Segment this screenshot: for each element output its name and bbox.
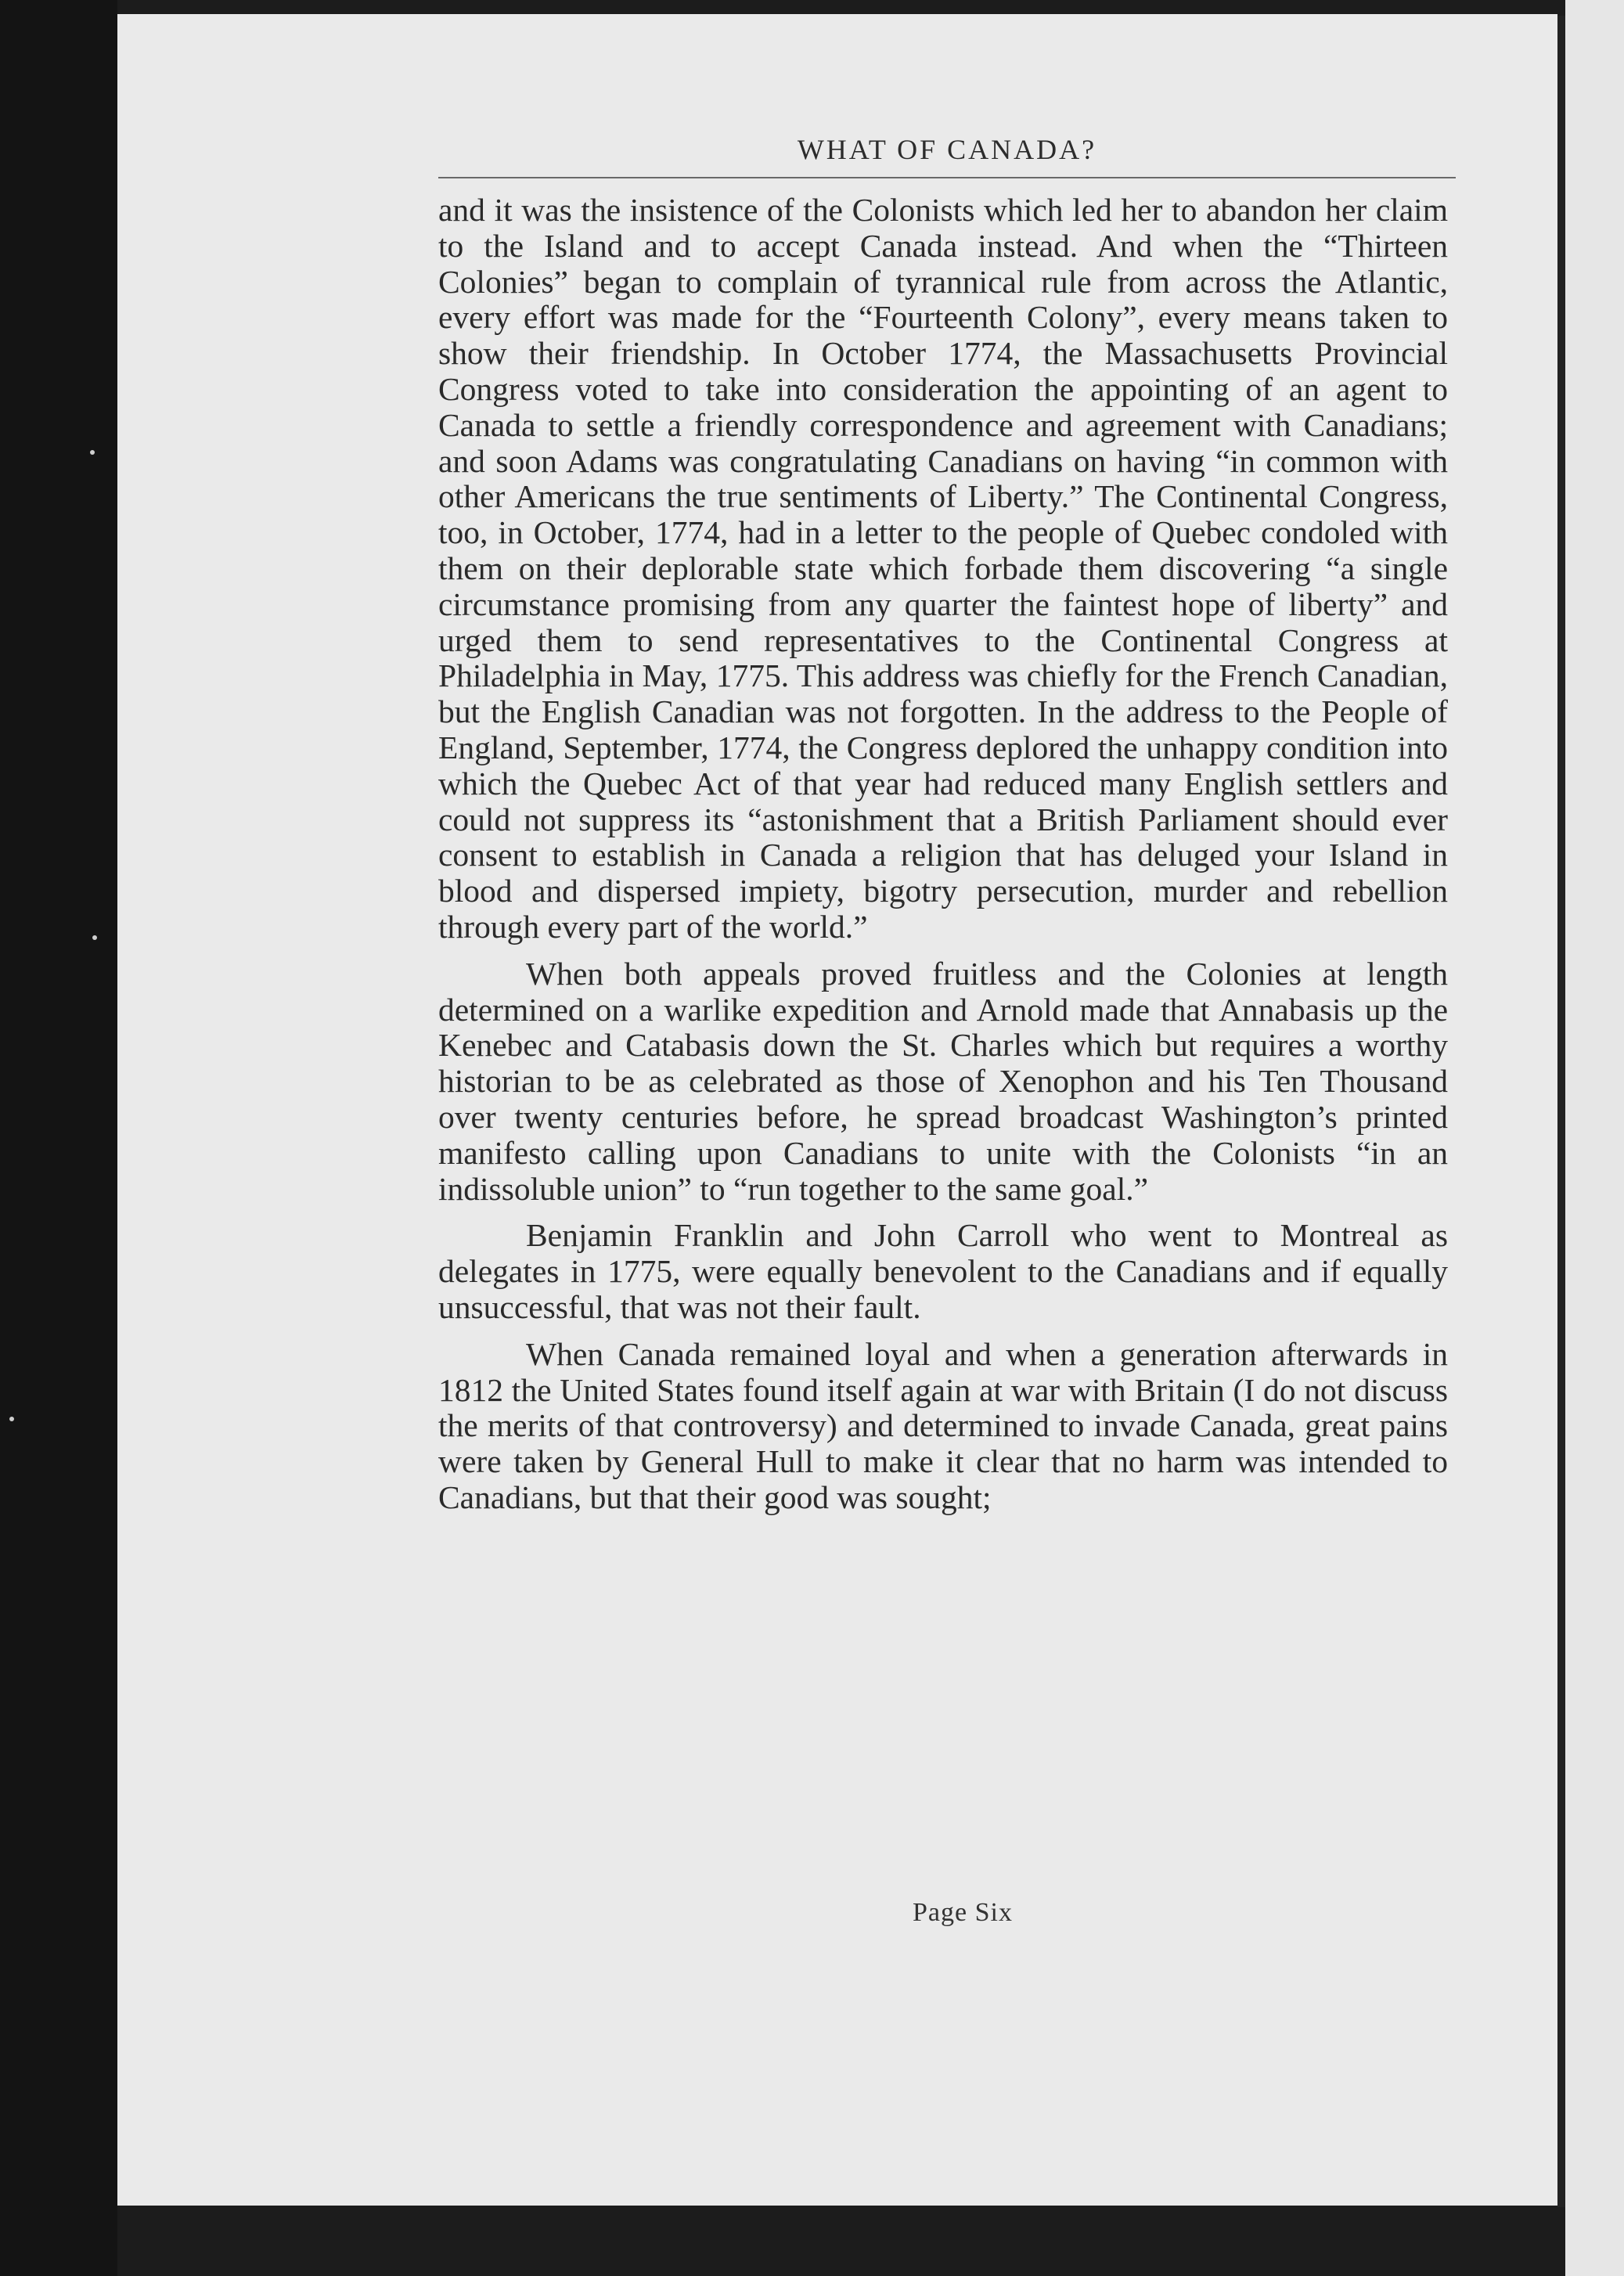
scan-speck xyxy=(90,450,95,455)
scan-border-left xyxy=(0,0,117,2276)
paragraph: When Canada remained loyal and when a generation afterwards in 1812 the United States found itself again at war with Britain (I do not discuss the merits of that controversy) and determined to invade Canada, great pains were taken by General Hull to make it clear that no harm was intended to Canadians, but that their good was sought; xyxy=(438,1335,1448,1515)
body-text xyxy=(438,193,1448,1527)
header-rule xyxy=(438,177,1456,178)
page-number: Page Six xyxy=(913,1898,1013,1927)
paragraph: and it was the insistence of the Colonists which led her to abandon her claim to the Island and to accept Canada instead. And when the “Thirteen Colonies” began to complain of tyrannical rule from across the Atlantic, every effort was made for the “Fourteenth Colony”, every means taken to show their friendship. In October 1774, the Massachusetts Provincial Congress voted to take into consideration the appointing of an agent to Canada to settle a friendly correspondence and agreement with Canadians; and soon Adams was congratulating Canadians on having “in common with other Americans the true sentiments of Liberty.” The Continental Congress, too, in October, 1774, had in a letter to the people of Quebec condoled with them on their deplorable state which forbade them discovering “a single circumstance promising from any quarter the faintest hope of liberty” and urged them to send representatives to the Continental Congress at Philadelphia in May, 1775. This address was chiefly for the French Canadian, but the English Canadian was not forgotten. In the address to the People of England, September, 1774, the Congress deplored the unhappy condition into which the Quebec Act of that year had reduced many English settlers and could not suppress its “astonishment that a British Parliament should ever consent to establish in Canada a religion that has deluged your Island in blood and dispersed impiety, bigotry persecution, murder and rebellion through every part of the world.” xyxy=(438,192,1448,945)
running-head: WHAT OF CANADA? xyxy=(797,134,1097,165)
paragraph: Benjamin Franklin and John Carroll who went to Montreal as delegates in 1775, were equally benevolent to the Canadians and if equally unsuccessful, that was not their fault. xyxy=(438,1217,1448,1325)
page-edge-shadow xyxy=(1557,16,1565,2207)
paragraph: When both appeals proved fruitless and the Colonies at length determined on a warlike expedition and Arnold made that Annabasis up the Kenebec and Catabasis down the St. Charles which but requires a worthy historian to be as celebrated as those of Xenophon and his Ten Thousand over twenty centuries before, he spread broadcast Washington’s printed manifesto calling upon Canadians to unite with the Colonists “in an indissoluble union” to “run together to the same goal.” xyxy=(438,955,1448,1207)
scan-speck xyxy=(92,935,97,940)
scan-speck xyxy=(9,1417,14,1421)
scan-border-right xyxy=(1565,0,1624,2276)
